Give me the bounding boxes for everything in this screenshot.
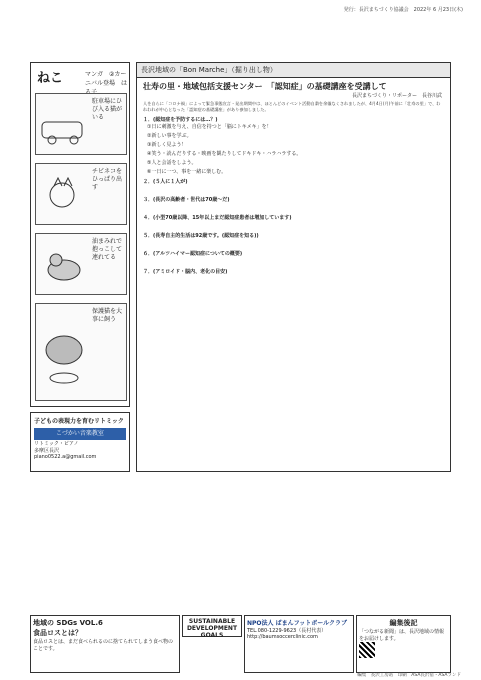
sdgs-box [30, 615, 180, 673]
editorial-title: 編集後記 [389, 619, 418, 627]
ad-area: 多摩区長沢 [34, 448, 60, 454]
soccer-tel: TEL.080-1229-9623（長村代表） [247, 628, 327, 634]
bottom-row [30, 615, 451, 675]
filler-text [137, 203, 450, 213]
quiz-item: ⑤人と会話をしよう。 [147, 160, 197, 166]
section-heading: ５．(長寿自主的生活は92歳です。(認知症を知る)) [143, 233, 259, 239]
filler-text [137, 221, 450, 231]
article-title: 壮寿の里・地域包括支援センター 「認知症」の基礎講座を受講して [143, 82, 387, 91]
editorial-note [356, 615, 451, 673]
article-header: 長沢地域の「Bon Marche」（掘り出し物） [137, 63, 450, 78]
section-heading: ７．(アミロイド・脳内、老化の目安) [143, 269, 228, 275]
music-ad [30, 412, 130, 472]
comic-panel-text: 油まみれで抱っこして連れてる [92, 238, 123, 261]
hand-cat-illustration [40, 170, 90, 220]
main-article [136, 62, 451, 472]
quiz-item: ②新しい事を学ぶ。 [147, 133, 192, 139]
sdgs-title: 地域の SDGs VOL.6 [33, 619, 103, 627]
cat-bowl-illustration [40, 310, 90, 390]
article-intro: 人を自らに「コロナ禍」によって緊急事態宣言・発出期間中は、ほとんどのイベント活動自粛を余儀なくされましたが、4月4日(月)午前に「壮寿の里」で、われわれが中心となった「認知症の基礎講座」があり参加しました。 [143, 101, 441, 112]
section-heading: １．(認知症を予防するには…？) [143, 117, 218, 123]
editorial-text: 「つながる新聞」は、長沢地域の情報をお届けします。 [359, 629, 445, 642]
section-heading: ２．(５人に１人が) [143, 179, 188, 185]
soccer-club-ad [244, 615, 354, 673]
comic-strip [30, 62, 130, 407]
sdgs-goals-logo: SUSTAINABLE DEVELOPMENT GOALS [182, 615, 242, 637]
section-heading: ３．(長沢の高齢者・世代は70歳〜だ) [143, 197, 230, 203]
quiz-item: ③新しく見よう！ [147, 142, 187, 148]
comic-panel-text: 駐車場にひび入る猫がいる [92, 98, 123, 121]
comic-panel [35, 303, 127, 401]
soccer-url[interactable]: http://baumsoccerclinic.com [247, 634, 318, 640]
comic-panel-text: 保護猫を大事に飼う [92, 308, 123, 323]
filler-text [137, 257, 450, 267]
filler-text [137, 239, 450, 249]
ad-org-logo: こづかい音楽教室 [34, 428, 126, 440]
issue-line: 発行：長沢まちづくり協議会 2022年 6 月23日(木) [343, 7, 463, 13]
quiz-item: ④笑う・読んだりする・映画を観たりしてドキドキ・ハラハラする。 [147, 151, 302, 157]
comic-subtitle: マンガ ②カーニバル登場 は [85, 71, 128, 87]
sdgs-subtitle: 食品ロスとは？ [33, 629, 82, 637]
left-column [30, 62, 130, 610]
ad-email[interactable]: piano0522.a@gmail.com [34, 454, 97, 460]
kitten-illustration [40, 240, 90, 290]
sdgs-text: 食品ロスとは、まだ食べられるのに捨てられてしまう食べ物のことです。 [33, 639, 174, 652]
soccer-title: NPO法人 ばまんフットボールクラブ [247, 620, 347, 627]
ad-sub: リトミック・ピアノ [34, 441, 79, 447]
filler-text [137, 185, 450, 195]
qr-code-icon[interactable] [359, 642, 375, 658]
comic-panel [35, 233, 127, 295]
quiz-item: ①日に刺激を与え、自信を持つと「脳にトキメキ」を！ [147, 124, 272, 130]
comic-panel [35, 163, 127, 225]
footer-credit: 編集 長沢工房站 印刷 ASA長沢宿・ASAランド [357, 673, 461, 678]
ad-title: 子どもの表現力を育むリトミック [34, 418, 124, 425]
comic-title: ねこ [37, 71, 64, 86]
quiz-item: ⑥一日に一つ、事を一緒に楽しむ。 [147, 169, 227, 175]
comic-panel [35, 93, 127, 155]
newspaper-page [30, 62, 451, 610]
comic-panel-text: チビネコをひっぱり出す [92, 168, 123, 191]
section-heading: ６．(アルツハイマー認知症についての概要) [143, 251, 243, 257]
cat-car-illustration [40, 100, 90, 150]
section-heading: ４．(小型70歳以降、15年以上まだ認知症患者は増加しています) [143, 215, 292, 221]
article-author: 長沢まちづくり・リポーター 長谷川武 [352, 93, 442, 99]
